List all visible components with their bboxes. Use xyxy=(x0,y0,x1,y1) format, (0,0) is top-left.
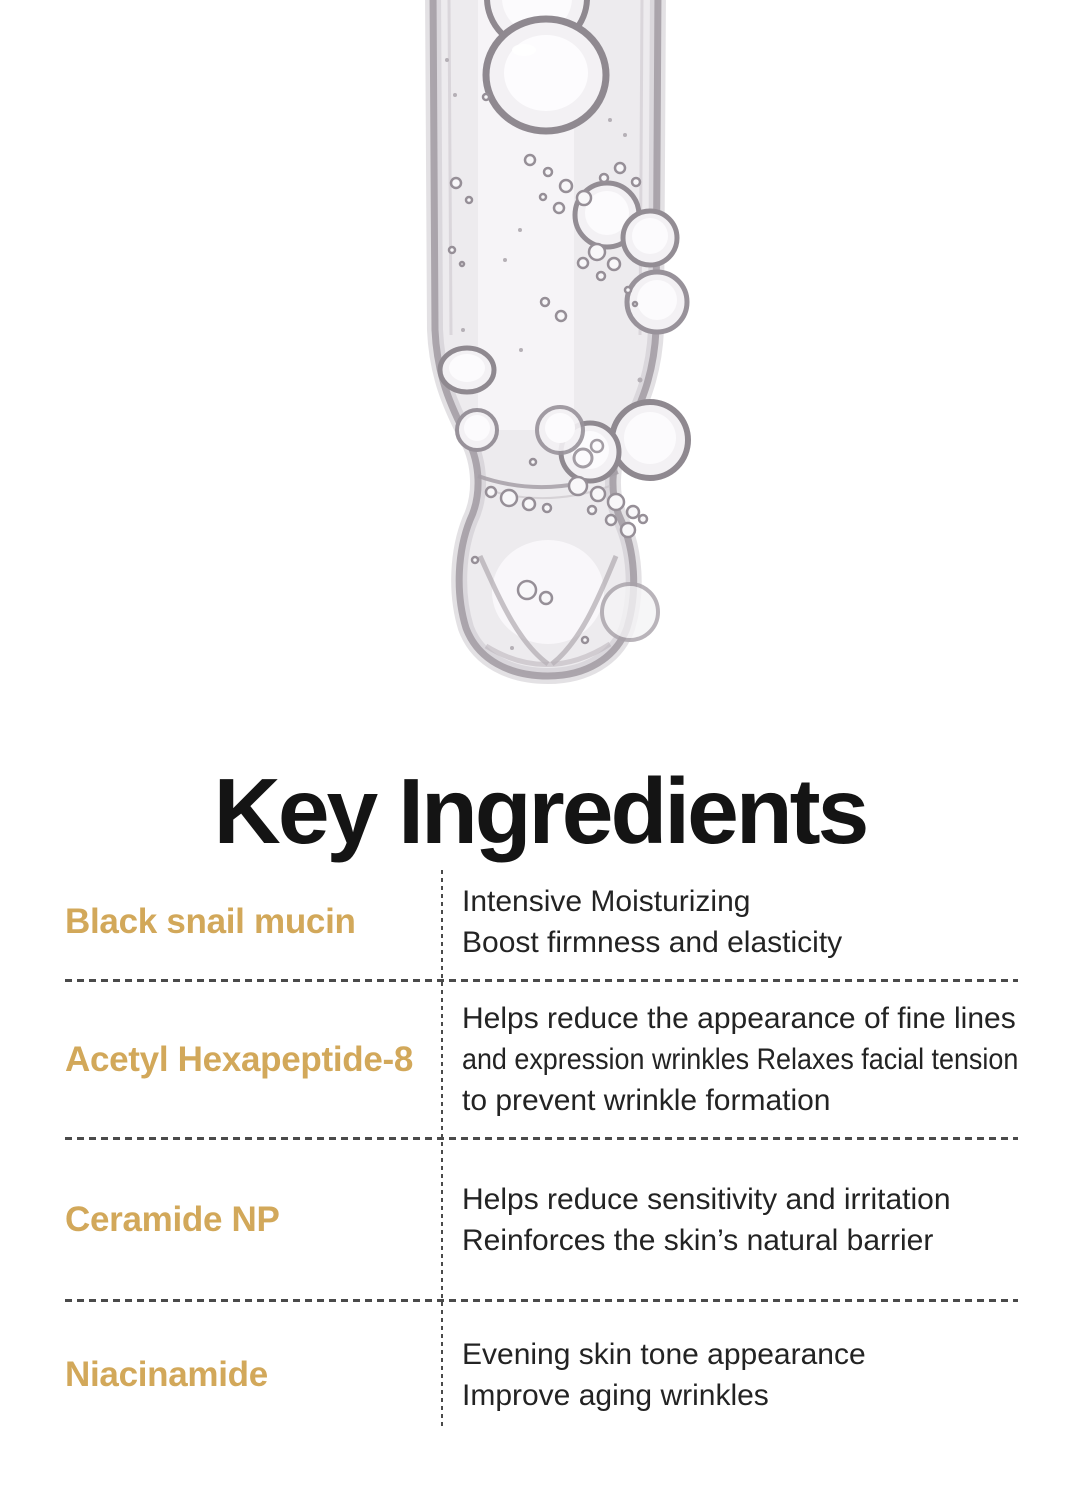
benefit-line: Reinforces the skin’s natural barrier xyxy=(462,1223,934,1257)
benefit-line: Improve aging wrinkles xyxy=(462,1379,769,1412)
table-row xyxy=(65,982,1018,1137)
ingredient-benefits xyxy=(462,1179,1018,1261)
ingredient-name-text: Black snail mucin xyxy=(65,902,356,941)
ingredient-name-text: Niacinamide xyxy=(65,1355,268,1394)
ingredient-benefits xyxy=(462,881,1018,963)
ingredient-name-text: Acetyl Hexapeptide-8 xyxy=(65,1039,414,1079)
table-row xyxy=(65,865,1018,979)
ingredient-name xyxy=(65,1355,441,1395)
table-row xyxy=(65,1140,1018,1299)
ingredient-name xyxy=(65,1040,441,1080)
benefit-line: and expression wrinkles Relaxes facial tension xyxy=(462,1043,1019,1076)
table-row xyxy=(65,1302,1018,1448)
ingredient-name xyxy=(65,1200,441,1240)
ingredient-name-text: Ceramide NP xyxy=(65,1199,280,1239)
benefit-line: Boost firmness and elasticity xyxy=(462,926,843,959)
benefit-line: Evening skin tone appearance xyxy=(462,1338,866,1371)
page-title: Key Ingredients xyxy=(213,759,867,864)
ingredient-name xyxy=(65,902,441,942)
benefit-line: Helps reduce sensitivity and irritation xyxy=(462,1182,951,1216)
ingredient-benefits xyxy=(462,998,1018,1121)
ingredient-benefits xyxy=(462,1334,1018,1416)
benefit-line: to prevent wrinkle formation xyxy=(462,1084,831,1117)
benefit-line: Intensive Moisturizing xyxy=(462,885,751,918)
benefit-line: Helps reduce the appearance of fine lines xyxy=(462,1002,1016,1035)
ingredients-table xyxy=(65,865,1018,1448)
serum-dropper-image xyxy=(0,0,1080,690)
